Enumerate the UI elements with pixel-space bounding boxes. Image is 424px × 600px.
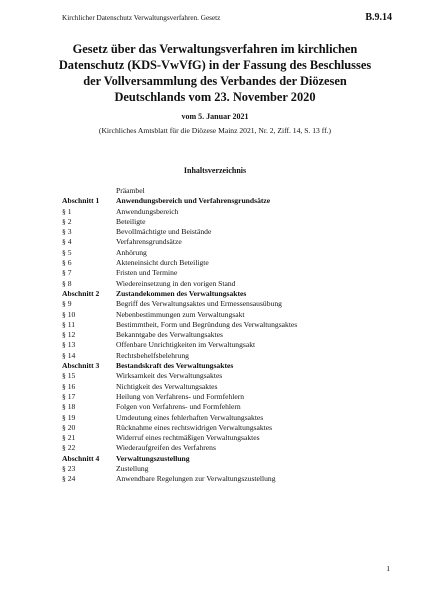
toc-entry-number: § 5 (62, 247, 72, 257)
toc-entry-number: § 9 (62, 299, 72, 309)
toc-entry-number: § 17 (62, 391, 76, 401)
toc-entry-row (62, 268, 402, 278)
toc-entry-number: § 10 (62, 309, 76, 319)
toc-entry-row (62, 330, 402, 340)
toc-entry-title: Wiedereinsetzung in den vorigen Stand (116, 278, 236, 288)
toc-entry-title: Anwendungsbereich (116, 206, 179, 216)
toc-entry-title: Widerruf eines rechtmäßigen Verwaltungsaktes (116, 433, 260, 443)
toc-entry-title: Nichtigkeit des Verwaltungsaktes (116, 381, 218, 391)
toc-entry-row (62, 279, 402, 289)
toc-entry-number: § 3 (62, 227, 72, 237)
toc-entry-number: § 16 (62, 381, 76, 391)
toc-entry-number: § 23 (62, 464, 76, 474)
toc-entry-number: § 22 (62, 443, 76, 453)
page-number: 1 (386, 564, 390, 573)
toc-entry-title: Zustellung (116, 464, 149, 474)
toc-entry-title: Umdeutung eines fehlerhaften Verwaltungsaktes (116, 412, 264, 422)
toc-entry-number: Abschnitt 4 (62, 453, 100, 463)
toc-entry-row (62, 371, 402, 381)
toc-entry-title: Bevollmächtigte und Beistände (116, 227, 212, 237)
toc-section-row (62, 289, 402, 299)
toc-entry-row (62, 392, 402, 402)
toc-entry-row (62, 382, 402, 392)
toc-entry-row (62, 186, 402, 196)
toc-entry-row (62, 433, 402, 443)
date-line: vom 5. Januar 2021 (181, 112, 249, 121)
toc-entry-number (62, 186, 116, 196)
toc-entry-row (62, 423, 402, 433)
running-header: Kirchlicher Datenschutz Verwaltungsverfahren. Gesetz (62, 14, 221, 22)
toc-entry-title: Begriff des Verwaltungsaktes und Ermessensausübung (116, 299, 282, 309)
toc-entry-number: Abschnitt 1 (62, 196, 100, 206)
toc-heading: Inhaltsverzeichnis (183, 166, 247, 175)
toc-section-row (62, 361, 402, 371)
table-of-contents (62, 186, 402, 485)
toc-entry-number: § 18 (62, 402, 76, 412)
toc-entry-row (62, 217, 402, 227)
toc-entry-title: Beteiligte (116, 216, 146, 226)
toc-entry-row (62, 340, 402, 350)
toc-entry-title: Anhörung (116, 247, 147, 257)
toc-entry-number: § 1 (62, 206, 72, 216)
toc-entry-row (62, 413, 402, 423)
toc-entry-title: Präambel (116, 186, 145, 195)
toc-section-row (62, 454, 402, 464)
toc-entry-number: Abschnitt 3 (62, 361, 100, 371)
document-number: B.9.14 (365, 12, 392, 23)
toc-entry-number: § 24 (62, 474, 76, 484)
toc-entry-row (62, 248, 402, 258)
toc-entry-row (62, 258, 402, 268)
toc-entry-title: Offenbare Unrichtigkeiten im Verwaltungsakt (116, 340, 256, 350)
toc-entry-title: Rechtsbehelfsbelehrung (116, 350, 189, 360)
toc-section-row (62, 196, 402, 206)
toc-entry-row (62, 237, 402, 247)
toc-entry-number: § 7 (62, 268, 72, 278)
toc-entry-title: Anwendungsbereich und Verfahrensgrundsätze (116, 196, 271, 206)
document-title: Gesetz über das Verwaltungsverfahren im kirchlichen Datenschutz (KDS-VwVfG) in der Fassung des Beschlusses der Vollversammlung des Verbandes der Diözesen Deutschlands vom 23. November 2020 (58, 42, 372, 104)
toc-entry-title: Verwaltungszustellung (116, 453, 190, 463)
toc-entry-number: § 20 (62, 422, 76, 432)
toc-entry-number: § 8 (62, 278, 72, 288)
toc-entry-number: § 21 (62, 433, 76, 443)
toc-entry-number: § 13 (62, 340, 76, 350)
toc-entry-row (62, 207, 402, 217)
toc-entry-title: Anwendbare Regelungen zur Verwaltungszustellung (116, 474, 276, 484)
toc-entry-number: § 6 (62, 258, 72, 268)
toc-entry-row (62, 474, 402, 484)
toc-entry-row (62, 443, 402, 453)
toc-entry-number: § 14 (62, 350, 76, 360)
toc-entry-title: Wiederaufgreifen des Verfahrens (116, 443, 216, 453)
toc-entry-title: Verfahrensgrundsätze (116, 237, 182, 247)
toc-entry-row (62, 310, 402, 320)
toc-entry-title: Fristen und Termine (116, 268, 178, 278)
toc-entry-title: Akteneinsicht durch Beteiligte (116, 258, 209, 268)
toc-entry-title: Rücknahme eines rechtswidrigen Verwaltungsaktes (116, 422, 273, 432)
toc-entry-title: Folgen von Verfahrens- und Formfehlern (116, 402, 241, 412)
toc-entry-row (62, 299, 402, 309)
toc-entry-number: § 4 (62, 237, 72, 247)
toc-entry-row (62, 464, 402, 474)
toc-entry-number: § 2 (62, 216, 72, 226)
toc-entry-number: § 11 (62, 319, 76, 329)
source-citation: (Kirchliches Amtsblatt für die Diözese Mainz 2021, Nr. 2, Ziff. 14, S. 13 ff.) (98, 126, 332, 135)
toc-entry-title: Bestandskraft des Verwaltungsaktes (116, 361, 234, 371)
toc-entry-number: § 15 (62, 371, 76, 381)
toc-entry-row (62, 227, 402, 237)
toc-entry-title: Wirksamkeit des Verwaltungsaktes (116, 371, 223, 381)
toc-entry-row (62, 402, 402, 412)
toc-entry-title: Bestimmtheit, Form und Begründung des Verwaltungsaktes (116, 319, 298, 329)
toc-entry-row (62, 351, 402, 361)
toc-entry-title: Zustandekommen des Verwaltungsaktes (116, 288, 247, 298)
toc-entry-number: Abschnitt 2 (62, 288, 100, 298)
toc-entry-number: § 19 (62, 412, 76, 422)
toc-entry-row (62, 320, 402, 330)
toc-entry-title: Nebenbestimmungen zum Verwaltungsakt (116, 309, 245, 319)
toc-entry-title: Bekanntgabe des Verwaltungsaktes (116, 330, 223, 340)
toc-entry-title: Heilung von Verfahrens- und Formfehlern (116, 391, 245, 401)
toc-entry-number: § 12 (62, 330, 76, 340)
